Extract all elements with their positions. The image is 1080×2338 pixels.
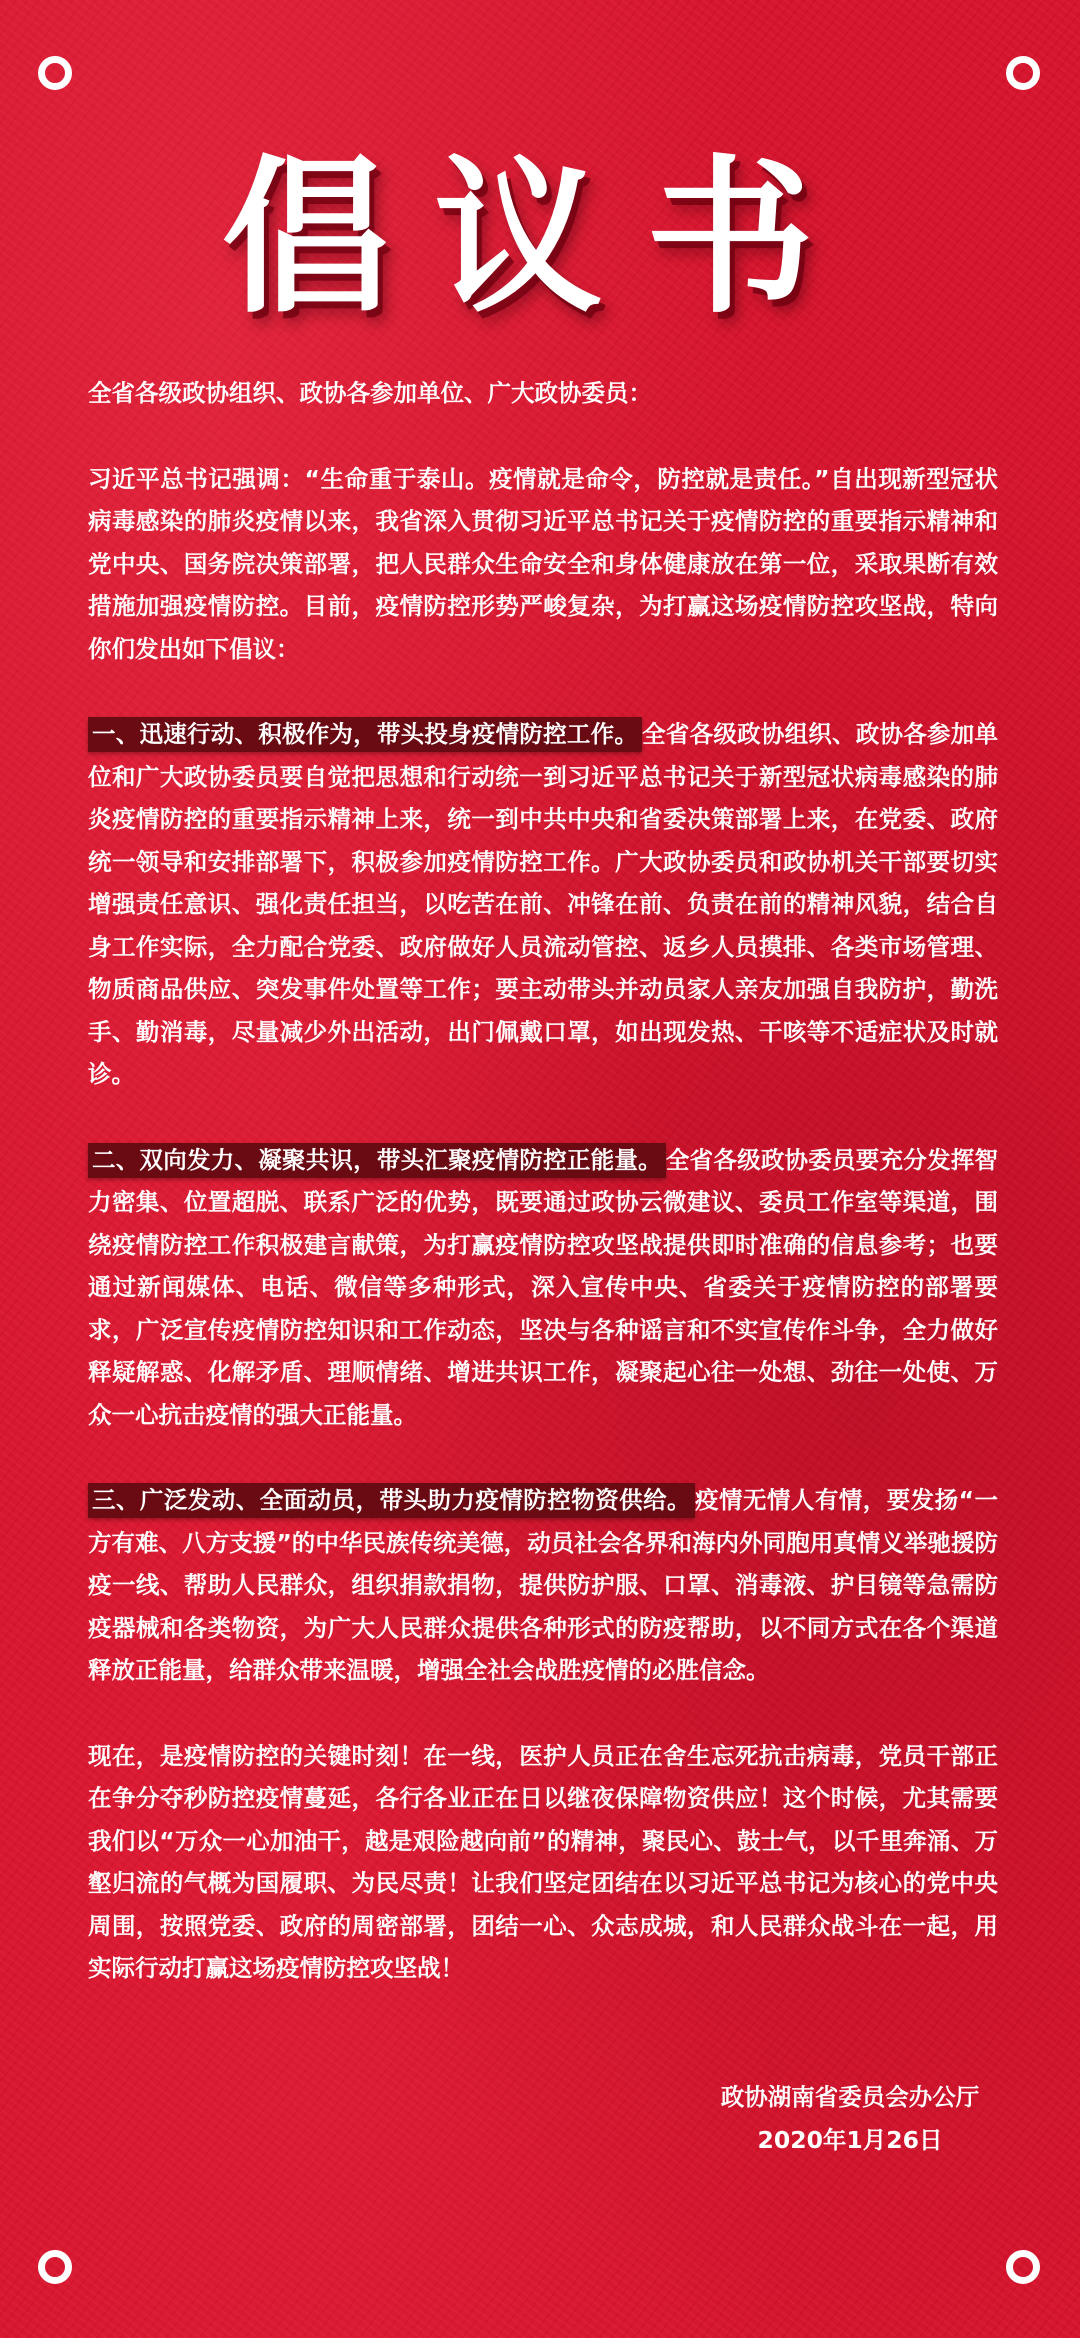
section-1-body: 全省各级政协组织、政协各参加单位和广大政协委员要自觉把思想和行动统一到习近平总书记关于新型冠状病毒感染的肺炎疫情防控的重要指示精神上来，统一到中共中央和省委决策部署上来，在党委、政府统一领导和安排部署下，积极参加疫情防控工作。广大政协委员和政协机关干部要切实增强责任意识、强化责任担当，以吃苦在前、冲锋在前、负责在前的精神风貌，结合自身工作实际，全力配合党委、政府做好人员流动管控、返乡人员摸排、各类市场管理、物质商品供应、突发事件处置等工作；要主动带头并动员家人亲友加强自我防护，勤洗手、勤消毒，尽量减少外出活动，出门佩戴口罩，如出现发热、干咳等不适症状及时就诊。 — [88, 720, 999, 1088]
signature-org: 政协湖南省委员会办公厅 — [720, 2083, 980, 2111]
section-3 — [88, 1479, 998, 1692]
intro-paragraph: 习近平总书记强调：“生命重于泰山。疫情就是命令，防控就是责任。”自出现新型冠状病毒感染的肺炎疫情以来，我省深入贯彻习近平总书记关于疫情防控的重要指示精神和党中央、国务院决策部署，把人民群众生命安全和身体健康放在第一位，采取果断有效措施加强疫情防控。目前，疫情防控形势严峻复杂，为打赢这场疫情防控攻坚战，特向你们发出如下倡议： — [88, 464, 998, 663]
section-2-heading: 二、双向发力、凝聚共识，带头汇聚疫情防控正能量。 — [88, 1143, 666, 1178]
section-3-heading: 三、广泛发动、全面动员，带头助力疫情防控物资供给。 — [88, 1483, 695, 1518]
section-2-body: 全省各级政协委员要充分发挥智力密集、位置超脱、联系广泛的优势，既要通过政协云微建议、委员工作室等渠道，围绕疫情防控工作积极建言献策，为打赢疫情防控攻坚战提供即时准确的信息参考；也要通过新闻媒体、电话、微信等多种形式，深入宣传中央、省委关于疫情防控的部署要求，广泛宣传疫情防控知识和工作动态，坚决与各种谣言和不实宣传作斗争，全力做好释疑解惑、化解矛盾、理顺情绪、增进共识工作，凝聚起心往一处想、劲往一处使、万众一心抗击疫情的强大正能量。 — [88, 1145, 999, 1429]
section-3-body: 疫情无情人有情，要发扬“一方有难、八方支援”的中华民族传统美德，动员社会各界和海内外同胞用真情义举驰援防疫一线、帮助人民群众，组织捐款捐物，提供防护服、口罩、消毒液、护目镜等急需防疫器械和各类物资，为广大人民群众提供各种形式的防疫帮助，以不同方式在各个渠道释放正能量，给群众带来温暖，增强全社会战胜疫情的必胜信念。 — [88, 1486, 999, 1684]
ring-icon-bottom-right — [1006, 2250, 1040, 2284]
letter-body — [88, 372, 998, 1990]
salutation: 全省各级政协组织、政协各参加单位、广大政协委员： — [88, 379, 652, 407]
ring-icon-top-right — [1006, 56, 1040, 90]
section-1-heading: 一、迅速行动、积极作为，带头投身疫情防控工作。 — [88, 717, 642, 752]
section-2 — [88, 1139, 998, 1437]
signature-date: 2020年1月26日 — [757, 2125, 943, 2154]
closing-paragraph: 现在，是疫情防控的关键时刻！在一线，医护人员正在舍生忘死抗击病毒，党员干部正在争分夺秒防控疫情蔓延，各行各业正在日以继夜保障物资供应！这个时候，尤其需要我们以“万众一心加油干，越是艰险越向前”的精神，聚民心、鼓士气，以千里奔涌、万壑归流的气概为国履职、为民尽责！让我们坚定团结在以习近平总书记为核心的党中央周围，按照党委、政府的周密部署，团结一心、众志成城，和人民群众战斗在一起，用实际行动打赢这场疫情防控攻坚战！ — [88, 1741, 998, 1982]
signature-block — [700, 2076, 1000, 2161]
ring-icon-bottom-left — [38, 2250, 72, 2284]
ring-icon-top-left — [38, 56, 72, 90]
section-1 — [88, 713, 998, 1096]
page-title: 倡议书 — [222, 140, 858, 336]
